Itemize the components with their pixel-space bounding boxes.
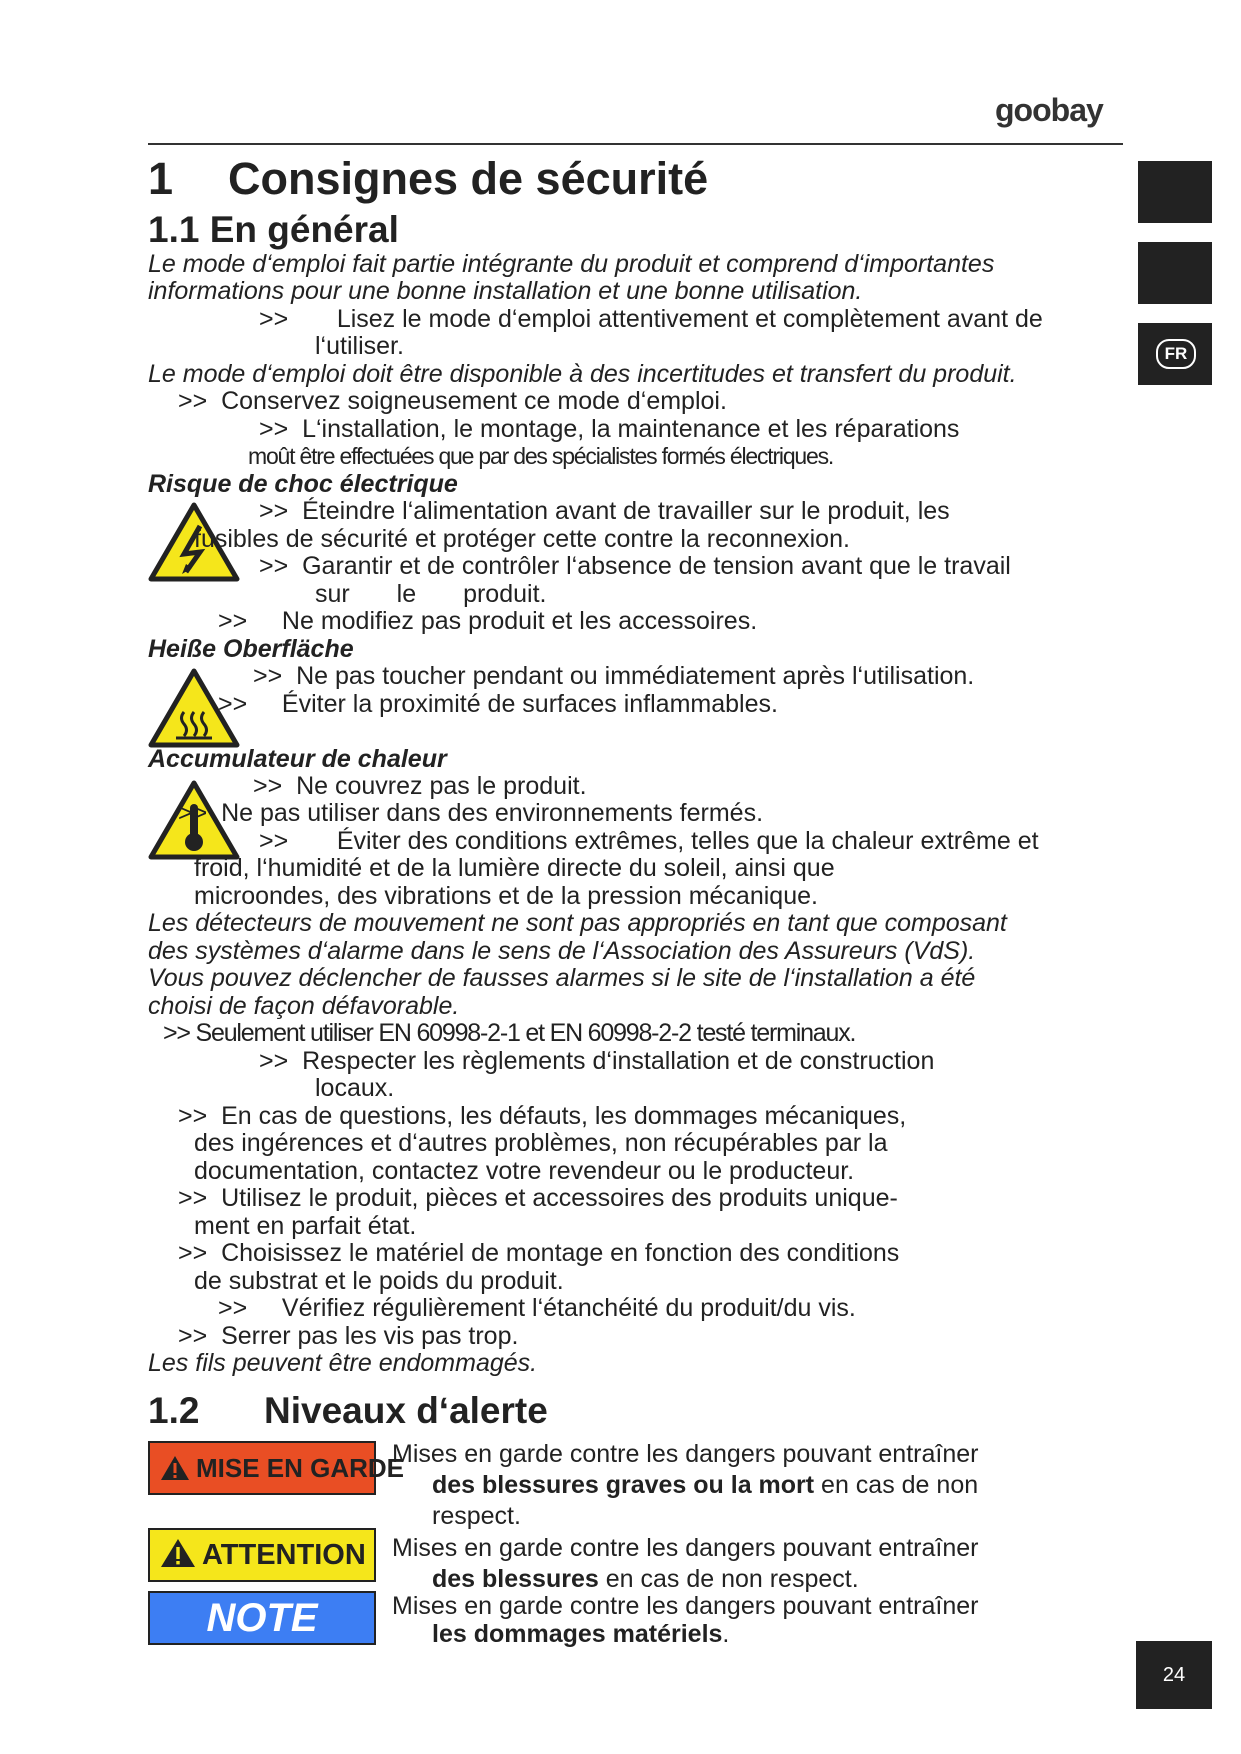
shock-line: >> Ne modifiez pas produit et les accessoires. xyxy=(218,607,758,635)
instruction-line: >> L‘installation, le montage, la maintenance et les réparations xyxy=(259,415,960,443)
intro-line: informations pour une bonne installation et une bonne utilisation. xyxy=(148,277,863,305)
subsection-title-text: Niveaux d‘alerte xyxy=(264,1390,548,1431)
shock-line: >> Éteindre l‘alimentation avant de travailler sur le produit, les xyxy=(259,497,950,525)
level-desc: Mises en garde contre les dangers pouvant entraîner xyxy=(392,1534,979,1562)
general-line: des ingérences et d‘autres problèmes, non récupérables par la xyxy=(194,1129,888,1157)
level-desc: Mises en garde contre les dangers pouvant entraîner xyxy=(392,1592,979,1620)
attention-label-text: ATTENTION xyxy=(202,1539,366,1571)
general-line: >> Seulement utiliser EN 60998-2-1 et EN 60998-2-2 testé terminaux. xyxy=(163,1019,856,1047)
level-desc: Mises en garde contre les dangers pouvant entraîner xyxy=(392,1440,979,1468)
general-line: Vous pouvez déclencher de fausses alarmes si le site de l‘installation a été xyxy=(148,964,976,992)
hot-heading: Heiße Oberfläche xyxy=(148,635,354,663)
level-desc xyxy=(432,1472,978,1499)
brand-name: goobay xyxy=(995,92,1103,128)
danger-label xyxy=(148,1441,405,1495)
general-line: >> En cas de questions, les défauts, les dommages mécaniques, xyxy=(178,1102,907,1130)
page-number: 24 xyxy=(1136,1641,1212,1709)
heat-line: >> Ne couvrez pas le produit. xyxy=(253,772,587,800)
general-line: Les détecteurs de mouvement ne sont pas appropriés en tant que composant xyxy=(148,909,1007,937)
intro-line: Le mode d‘emploi doit être disponible à des incertitudes et transfert du produit. xyxy=(148,360,1017,388)
general-line: >> Utilisez le produit, pièces et accessoires des produits unique- xyxy=(178,1184,898,1212)
level-desc-bold: les dommages matériels xyxy=(432,1620,723,1648)
general-line: >> Serrer pas les vis pas trop. xyxy=(178,1322,519,1350)
general-line: Les fils peuvent être endommagés. xyxy=(148,1349,538,1377)
warning-triangle-icon xyxy=(160,1538,196,1568)
heat-heading: Accumulateur de chaleur xyxy=(148,745,447,773)
intro-line: Le mode d‘emploi fait partie intégrante du produit et comprend d‘importantes xyxy=(148,250,995,278)
general-line: choisi de façon défavorable. xyxy=(148,992,460,1020)
level-desc-rest: en cas de non xyxy=(814,1471,979,1499)
instruction-line: l‘utiliser. xyxy=(315,332,404,360)
hot-line: >> Éviter la proximité de surfaces inflammables. xyxy=(218,690,778,718)
level-desc-bold: des blessures xyxy=(432,1565,599,1593)
level-desc-rest: en cas de non respect. xyxy=(598,1565,859,1593)
shock-line: >> Garantir et de contrôler l‘absence de tension avant que le travail xyxy=(259,552,1011,580)
section-title xyxy=(148,153,708,205)
level-desc: respect. xyxy=(432,1502,521,1530)
hot-line: >> Ne pas toucher pendant ou immédiatement après l‘utilisation. xyxy=(253,662,975,690)
general-line: >> Choisissez le matériel de montage en fonction des conditions xyxy=(178,1239,900,1267)
level-desc-rest: . xyxy=(722,1620,730,1648)
language-badge: FR xyxy=(1156,339,1196,369)
shock-line: fusibles de sécurité et protéger cette contre la reconnexion. xyxy=(194,525,850,553)
note-label: NOTE xyxy=(148,1591,376,1645)
general-line: ment en parfait état. xyxy=(194,1212,417,1240)
level-desc xyxy=(432,1621,729,1648)
side-tab xyxy=(1138,242,1212,304)
subsection-title: 1.1 En général xyxy=(148,209,399,250)
subsection-number: 1.2 xyxy=(148,1390,200,1431)
heat-line: froid, l‘humidité et de la lumière directe du soleil, ainsi que xyxy=(194,854,835,882)
instruction-line: moût être effectuées que par des spécialistes formés électriques. xyxy=(248,443,834,469)
heat-line: >> Ne pas utiliser dans des environnements fermés. xyxy=(178,799,764,827)
heat-line: microondes, des vibrations et de la pression mécanique. xyxy=(194,882,818,910)
shock-heading: Risque de choc électrique xyxy=(148,470,458,498)
shock-line: sur le produit. xyxy=(315,580,547,608)
section-number: 1 xyxy=(148,153,174,204)
level-desc xyxy=(432,1566,859,1593)
general-line: des systèmes d‘alarme dans le sens de l‘Association des Assureurs (VdS). xyxy=(148,937,976,965)
heat-line: >> Éviter des conditions extrêmes, telles que la chaleur extrême et xyxy=(259,827,1039,855)
side-tab xyxy=(1138,161,1212,223)
attention-label xyxy=(148,1528,376,1582)
general-line: de substrat et le poids du produit. xyxy=(194,1267,564,1295)
instruction-line: >> Lisez le mode d‘emploi attentivement et complètement avant de xyxy=(259,305,1043,333)
section-title-text: Consignes de sécurité xyxy=(228,153,709,204)
level-desc-bold: des blessures graves ou la mort xyxy=(432,1471,815,1499)
general-line: >> Respecter les règlements d‘installation et de construction xyxy=(259,1047,935,1075)
header-rule xyxy=(148,143,1123,145)
danger-label-text: MISE EN GARDE xyxy=(196,1453,405,1483)
subsection-title-warning-levels xyxy=(148,1390,548,1432)
general-line: >> Vérifiez régulièrement l‘étanchéité du produit/du vis. xyxy=(218,1294,856,1322)
warning-triangle-icon xyxy=(160,1455,190,1481)
goobay-logo xyxy=(995,92,1103,129)
instruction-line: >> Conservez soigneusement ce mode d‘emploi. xyxy=(178,387,727,415)
general-line: locaux. xyxy=(315,1074,395,1102)
general-line: documentation, contactez votre revendeur ou le producteur. xyxy=(194,1157,855,1185)
